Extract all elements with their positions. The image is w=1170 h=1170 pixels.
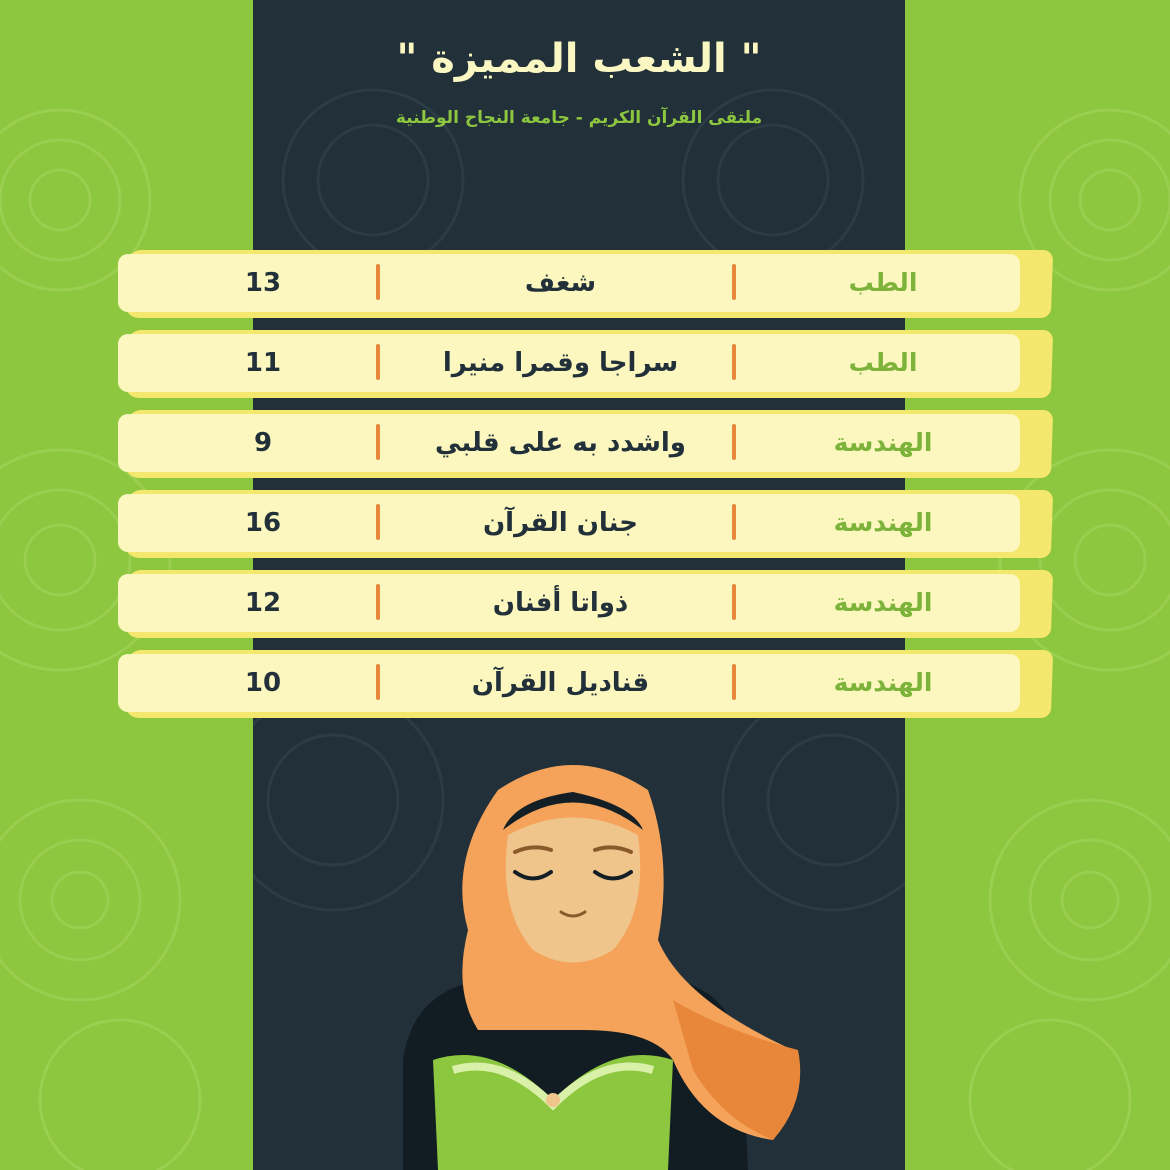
row-number: 12 (244, 588, 282, 618)
row-separator (376, 424, 380, 460)
table-row (118, 490, 1052, 558)
table-row (118, 250, 1052, 318)
row-separator (376, 504, 380, 540)
row-number: 11 (244, 348, 282, 378)
reading-girl-illustration (253, 700, 905, 1170)
row-name: واشدد به على قلبي (435, 428, 686, 458)
row-separator (376, 264, 380, 300)
row-name: سراجا وقمرا منيرا (442, 348, 679, 378)
row-faculty: الطب (848, 348, 918, 377)
row-faculty: الهندسة (833, 668, 933, 697)
row-number: 16 (244, 508, 282, 538)
row-name: قناديل القرآن (471, 668, 650, 698)
row-number: 10 (244, 668, 282, 698)
row-separator (376, 584, 380, 620)
row-faculty: الهندسة (833, 428, 933, 457)
table-row (118, 330, 1052, 398)
row-name: ذواتا أفنان (492, 588, 629, 618)
page-title: " الشعب المميزة " (396, 36, 762, 82)
row-name: جنان القرآن (482, 508, 639, 538)
page-subtitle: ملتقى القرآن الكريم - جامعة النجاح الوطنية (395, 108, 763, 128)
row-number: 13 (244, 268, 282, 298)
row-number: 9 (253, 428, 273, 458)
book-spine-dot (546, 1093, 560, 1107)
row-name: شغف (524, 268, 597, 298)
row-faculty: الطب (848, 268, 918, 297)
row-separator (376, 344, 380, 380)
row-faculty: الهندسة (833, 508, 933, 537)
table-row (118, 410, 1052, 478)
girl-face (506, 818, 640, 963)
row-faculty: الهندسة (833, 588, 933, 617)
table-row (118, 570, 1052, 638)
row-separator (376, 664, 380, 700)
